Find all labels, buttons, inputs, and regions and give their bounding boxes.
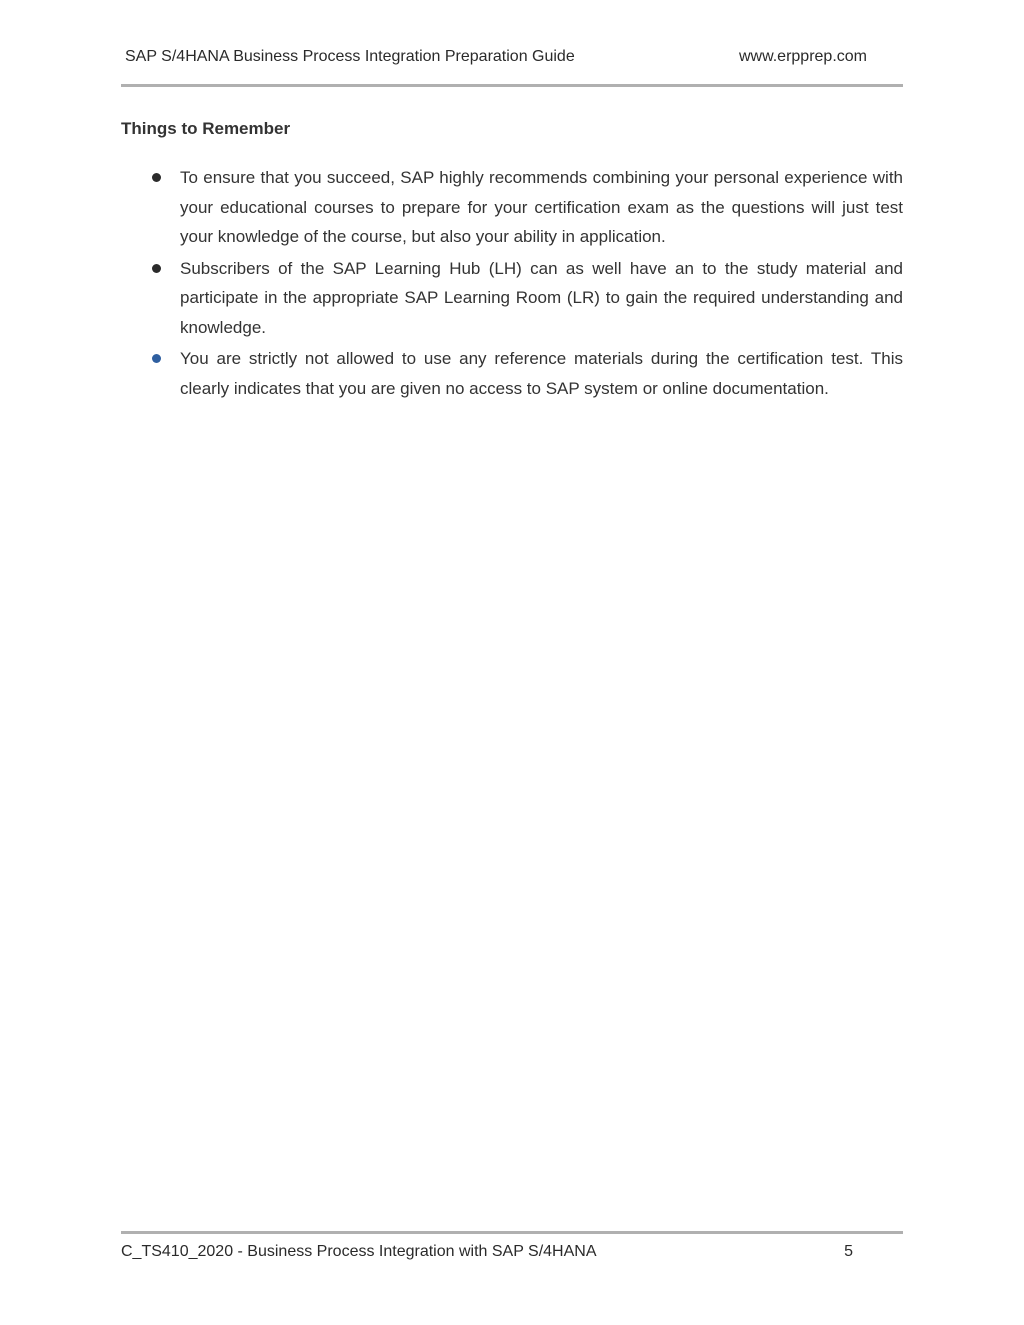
bullet-text: You are strictly not allowed to use any reference materials during the certification test. This clearly indicates that you are given no access to SAP system or online documentation. <box>180 349 903 398</box>
page-footer <box>121 1243 903 1265</box>
bullet-dot-icon <box>152 264 161 273</box>
section-heading: Things to Remember <box>121 119 291 138</box>
page-number: 5 <box>844 1243 853 1260</box>
header-title: SAP S/4HANA Business Process Integration Preparation Guide <box>125 48 575 65</box>
list-item <box>150 163 903 252</box>
list-item <box>150 254 903 343</box>
page-header <box>121 48 903 70</box>
header-website: www.erpprep.com <box>738 48 867 65</box>
header-divider <box>121 84 903 87</box>
footer-document-title: C_TS410_2020 - Business Process Integration with SAP S/4HANA <box>121 1243 597 1260</box>
bullet-dot-icon <box>152 354 161 363</box>
footer-divider <box>121 1231 903 1234</box>
bullet-list <box>150 163 903 405</box>
bullet-dot-icon <box>152 173 161 182</box>
bullet-text: Subscribers of the SAP Learning Hub (LH) can as well have an to the study material and participate in the appropriate SAP Learning Room (LR) to gain the required understanding and knowledge. <box>180 258 903 337</box>
list-item <box>150 344 903 403</box>
bullet-text: To ensure that you succeed, SAP highly recommends combining your personal experience with your educational courses to prepare for your certification exam as the questions will just test your knowledge of the course, but also your ability in application. <box>180 168 903 246</box>
